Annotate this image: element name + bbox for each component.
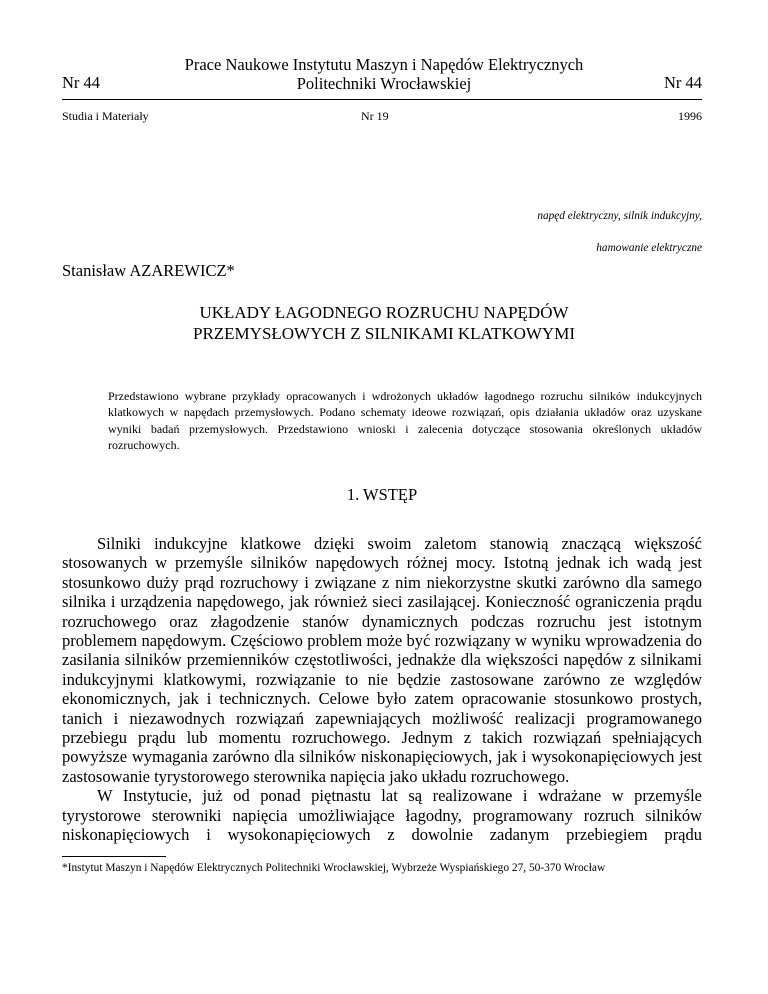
body-text <box>62 534 702 845</box>
abstract: Przedstawiono wybrane przykłady opracowanych i wdrożonych układów łagodnego rozruchu silników indukcyjnych klatkowych w napędach przemysłowych. Podano schematy ideowe rozwiązań, opis działania układów oraz uzyskane wyniki badań przemysłowych. Przedstawiono wnioski i zalecenia dotyczące stosowania określonych układów rozruchowych. <box>108 389 702 452</box>
issue-number-right: Nr 44 <box>663 73 702 92</box>
paper-title <box>100 303 668 344</box>
author-name: Stanisław AZAREWICZ* <box>62 261 235 280</box>
paragraph: W Instytucie, już od ponad piętnastu lat są realizowane i wdrażane w przemyśle tyrystorowe sterowniki napięcia umożliwiające łagodny, programowany rozruch silników niskonapięciowych i wysokonapięciowych z dowolnie zadanym przebiegiem prądu <box>62 786 702 845</box>
footnote: *Instytut Maszyn i Napędów Elektrycznych Politechniki Wrocławskiej, Wybrzeże Wyspiańskiego 27, 50-370 Wrocław <box>62 862 606 874</box>
paper-title-line1: UKŁADY ŁAGODNEGO ROZRUCHU NAPĘDÓW <box>199 303 569 322</box>
journal-title-line2: Politechniki Wrocławskiej <box>296 74 472 93</box>
paragraph: Silniki indukcyjne klatkowe dzięki swoim zaletom stanowią znaczącą większość stosowanych w przemyśle silników napędowych różnej mocy. Istotną jednak ich wadą jest stosunkowo duży prąd rozruchowy i związane z nim niekorzystne skutki zarówno dla samego silnika i urządzenia napędowego, jak również sieci zasilającej. Konieczność ograniczenia prądu rozruchowego oraz złagodzenie stanów dynamicznych podczas rozruchu jest istotnym problemem napędowym. Częściowo problem może być rozwiązany w wyniku wprowadzenia do zasilania silników przemienników częstotliwości, jednakże dla większości napędów z silnikami indukcyjnymi klatkowymi, rozwiązanie to nie będzie zastosowane zarówno ze względów ekonomicznych, jak i technicznych. Celowe było zatem opracowanie stosunkowo prostych, tanich i niezawodnych rozwiązań zapewniających możliwość realizacji programowanego przebiegu prądu lub momentu rozruchowego. Jednym z takich rozwiązań spełniających powyższe wymagania zarówno dla silników niskonapięciowych, jak i wysokonapięciowych jest zastosowanie tyrystorowego sterownika napięcia jako układu rozruchowego. <box>62 534 702 786</box>
section-heading: 1. WSTĘP <box>346 485 418 504</box>
keywords-line2: hamowanie elektryczne <box>596 242 702 254</box>
journal-title <box>150 55 618 93</box>
issue-number-left: Nr 44 <box>62 73 101 92</box>
footnote-rule <box>62 856 166 857</box>
publication-year: 1996 <box>678 109 702 123</box>
journal-title-line1: Prace Naukowe Instytutu Maszyn i Napędów Elektrycznych <box>184 55 584 74</box>
header-rule <box>62 99 702 100</box>
series-number: Nr 19 <box>361 109 389 123</box>
series-name: Studia i Materiały <box>62 109 149 123</box>
paper-title-line2: PRZEMYSŁOWYCH Z SILNIKAMI KLATKOWYMI <box>192 323 575 343</box>
keywords-line1: napęd elektryczny, silnik indukcyjny, <box>537 210 702 222</box>
